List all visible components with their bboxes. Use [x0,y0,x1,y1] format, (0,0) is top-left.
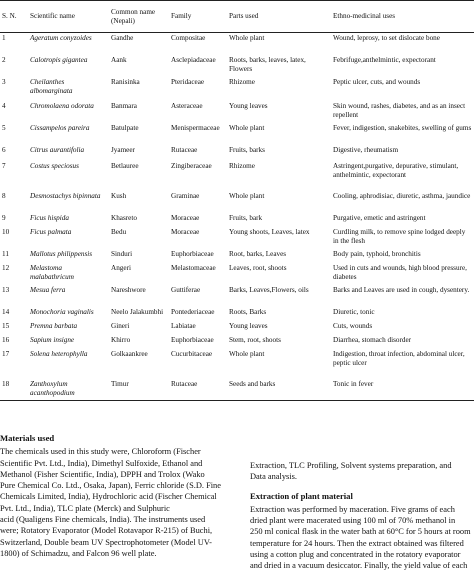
table-row [0,55,474,77]
cell-uses: Purgative, emetic and astringent [333,213,426,222]
extraction-paragraph [250,504,474,572]
text-line: temperature for 24 hours. Then the extract obtained was filtered [250,538,464,548]
text-line: 1800) of Schimadzu, and Falcon 96 well plate. [0,548,157,558]
cell-family: Moraceae [171,213,200,222]
table-row [0,213,474,227]
table-row [0,101,474,123]
cell-family: Zingiberaceae [171,161,212,170]
materials-paragraph [0,446,232,559]
cell-sn: 16 [2,335,10,344]
text-line: Data analysis. [250,472,297,482]
cell-parts-used: Roots, barks, leaves, latex, Flowers [229,55,306,73]
cell-scientific-name: Monochoria vaginalis [30,307,94,316]
cell-common-name: Kush [111,191,127,200]
methods-intro [250,460,474,483]
table-row [0,249,474,263]
text-line: acid (Qualigens Fine chemicals, India). The instruments used [0,515,206,525]
cell-common-name: Golkaankree [111,349,148,358]
cell-family: Asclepiadaceae [171,55,216,64]
table-row [0,145,474,161]
cell-sn: 3 [2,77,6,86]
cell-family: Pontederiaceae [171,307,215,316]
cell-scientific-name: Melastoma malabathricum [30,263,74,281]
cell-sn: 8 [2,191,6,200]
table-header-row [0,1,474,33]
cell-uses: Skin wound, rashes, diabetes, and as an insect repellent [333,101,466,119]
cell-sn: 4 [2,101,6,110]
cell-common-name: Sinduri [111,249,133,258]
cell-family: Euphorbiaceae [171,335,214,344]
cell-common-name: Bedu [111,227,127,236]
cell-uses: Used in cuts and wounds, high blood pressure, diabetes [333,263,467,281]
table-row [0,335,474,349]
table-row [0,379,474,401]
cell-uses: Febrifuge,anthelmintic, expectorant [333,55,436,64]
cell-parts-used: Whole plant [229,123,265,132]
cell-parts-used: Stem, root, shoots [229,335,281,344]
table-row [0,33,474,55]
cell-scientific-name: Mallotus philippensis [30,249,93,258]
cell-parts-used: Leaves, root, shoots [229,263,287,272]
cell-uses: Body pain, typhoid, bronchitis [333,249,421,258]
cell-uses: Tonic in fever [331,379,474,401]
cell-sn: 17 [2,349,10,358]
cell-uses: Diuretic, tonic [333,307,375,316]
cell-sn: 1 [2,34,6,42]
cell-uses: Diarrhea, stomach disorder [333,335,412,344]
cell-scientific-name: Ficus hispida [30,213,69,222]
cell-scientific-name: Premna barbata [30,321,78,330]
cell-sn: 5 [2,123,6,132]
cell-family: Asteraceae [171,101,203,110]
cell-uses: Astringent,purgative, depurative, stimulant, anthelmintic, expectorant [333,161,459,179]
header-sn: S. N. [0,1,28,33]
table-row [0,123,474,145]
cell-family: Labiatae [171,321,196,330]
cell-scientific-name: Cheilanthes albomarginata [30,77,73,95]
cell-scientific-name: Ficus palmata [30,227,72,236]
cell-family: Melastomaceae [171,263,216,272]
cell-family: Cucurbitaceae [171,349,213,358]
cell-parts-used: Whole plant [229,349,265,358]
cell-common-name: Timur [109,379,169,401]
cell-uses: Fever, indigestion, snakebites, swelling of gums [333,123,472,132]
text-line: Switzerland, Double beam UV Spectrophotometer (Model UV- [0,537,212,547]
header-parts-used: Parts used [227,1,331,33]
cell-parts-used: Roots, Barks [229,307,267,316]
table-row [0,227,474,249]
cell-parts-used: Whole plant [229,191,265,200]
cell-uses: Barks and Leaves are used in cough, dysentery. [333,285,470,294]
text-line: dried plant were macerated using 100 ml of 70% methanol in [250,516,456,526]
cell-scientific-name: Desmostachys bipinnata [30,191,101,200]
table-row [0,321,474,335]
cell-family: Moraceae [171,227,200,236]
cell-parts-used: Barks, Leaves,Flowers, oils [229,285,309,294]
table-row [0,77,474,101]
cell-sn: 6 [2,145,6,154]
cell-family: Euphorbiaceae [171,249,214,258]
table-row [0,349,474,379]
cell-sn: 13 [2,285,10,294]
cell-common-name: Neelo Jalakumbhi [111,307,164,316]
cell-parts-used: Young leaves [229,321,268,330]
cell-uses: Peptic ulcer, cuts, and wounds [333,77,421,86]
cell-common-name: Betlauree [111,161,139,170]
header-family: Family [169,1,227,33]
cell-scientific-name: Citrus aurantifolia [30,145,85,154]
text-line: 250 ml conical flask in the water bath at 60°C for 5 hours at room [250,527,471,537]
cell-family: Graminae [171,191,200,200]
cell-common-name: Gandhe [111,34,134,42]
cell-scientific-name: Cissampelos pareira [30,123,90,132]
cell-uses: Cooling, aphrodisiac, diuretic, asthma, jaundice [333,191,471,200]
cell-parts-used: Rhizome [229,161,255,170]
cell-common-name: Jyameer [111,145,135,154]
text-line: Pure Chemical Co. Ltd., Osaka, Japan), Ferric chloride (S.D. Fine [0,481,221,491]
cell-scientific-name: Solena heterophylla [30,349,88,358]
table-row [0,285,474,307]
cell-family: Compositae [171,34,206,42]
cell-parts-used: Seeds and barks [227,379,331,401]
cell-scientific-name: Costus speciosus [30,161,79,170]
cell-family: Pteridaceae [171,77,205,86]
cell-scientific-name: Mesua ferra [30,285,66,294]
cell-common-name: Banmara [111,101,137,110]
cell-uses: Digestive, rheumatism [333,145,399,154]
text-line: Extraction, TLC Profiling, Solvent systems preparation, and [250,461,452,470]
cell-common-name: Aank [111,55,127,64]
cell-parts-used: Fruits, bark [229,213,263,222]
cell-sn: 14 [2,307,10,316]
cell-parts-used: Whole plant [229,34,265,42]
header-ethno-medicinal-uses: Ethno-medicinal uses [331,1,474,33]
cell-uses: Curdling milk, to remove spine lodged deeply in the flesh [333,227,466,245]
cell-family: Guttiferae [171,285,201,294]
materials-heading: Materials used [0,433,55,443]
table-row [0,263,474,285]
cell-family: Rutaceae [169,379,227,401]
cell-uses: Wound, leprosy, to set dislocate bone [333,34,440,42]
text-line: and dried in a vacuum desiccator. Finally, the yield value of each [250,561,468,571]
extraction-heading: Extraction of plant material [250,490,353,501]
header-common-name: Common name (Nepali) [109,1,169,33]
table-row [0,307,474,321]
cell-uses: Indigestion, throat infection, abdominal ulcer, peptic ulcer [333,349,465,367]
cell-common-name: Angeri [111,263,131,272]
cell-sn: 9 [2,213,6,222]
cell-common-name: Nareshwore [111,285,146,294]
table-row [0,161,474,191]
text-line: were; Rotatory Evaporator (Model Rotavapor R-215) of Buchi, [0,526,213,536]
extraction-section [250,460,474,572]
cell-parts-used: Root, barks, Leaves [229,249,287,258]
cell-scientific-name: Ageratum conyzoides [30,34,92,42]
cell-parts-used: Fruits, barks [229,145,265,154]
cell-common-name: Batulpate [111,123,139,132]
cell-family: Menispermaceae [171,123,220,132]
cell-uses: Cuts, wounds [333,321,373,330]
cell-common-name: Ranisinka [111,77,140,86]
cell-sn: 12 [2,263,10,272]
table-row [0,191,474,213]
text-line: Scientific Pvt. Ltd., India), Dimethyl Sulfoxide, Ethanol and [0,458,203,468]
cell-common-name: Khasreto [111,213,137,222]
cell-sn: 10 [2,227,10,236]
cell-parts-used: Young leaves [229,101,268,110]
cell-sn: 7 [2,161,6,170]
text-line: Extraction was performed by maceration. Five grams of each [250,504,455,514]
text-line: Chemicals Limited, India), Hydrochloric acid (Fischer Chemical [0,492,217,502]
text-line: Methanol (Fisher Scientific, India), DPPH and Trolox (Wako [0,469,205,479]
cell-parts-used: Rhizome [229,77,255,86]
cell-family: Rutaceae [171,145,198,154]
text-line: Pvt. Ltd., India), TLC plate (Merck) and Sulphuric [0,503,170,513]
cell-scientific-name: Sapium insigne [30,335,75,344]
cell-sn: 15 [2,321,10,330]
cell-sn: 18 [0,379,28,401]
header-scientific-name: Scientific name [28,1,109,33]
text-line: The chemicals used in this study were, Chloroform (Fischer [0,447,201,457]
cell-common-name: Khirro [111,335,131,344]
cell-scientific-name: Chromolaena odorata [30,101,94,110]
cell-scientific-name: Calotropis gigantea [30,55,88,64]
cell-sn: 2 [2,55,6,64]
cell-scientific-name: Zanthoxylum acanthopodium [28,379,109,401]
materials-section [0,433,232,559]
cell-common-name: Gineri [111,321,130,330]
cell-parts-used: Young shoots, Leaves, latex [229,227,310,236]
cell-sn: 11 [2,249,9,258]
text-line: using a cotton plug and concentrated in the rotatory evaporator [250,550,461,560]
